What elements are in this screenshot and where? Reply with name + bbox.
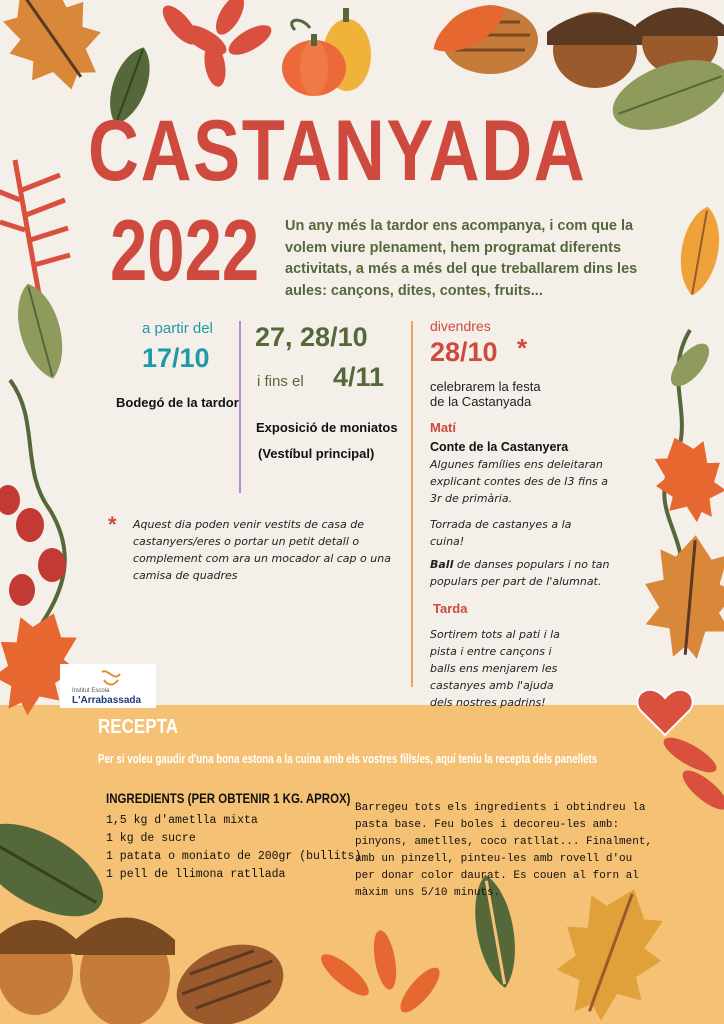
pumpkin-icon xyxy=(282,8,371,96)
acorn-icon xyxy=(547,12,643,88)
intro-paragraph: Un any més la tardor ens acompanya, i com que la volem viure plenament, hem programat diferents activitats, a més a més del que treballarem dins les aules: cançons, dites, contes, fruits... xyxy=(285,218,638,299)
oak-leaf-icon xyxy=(643,426,724,531)
dance-rest: de danses populars i no tan populars per part de l'alumnat. xyxy=(430,558,610,588)
event2-activity: Exposició de moniatos xyxy=(256,420,398,435)
oak-leaf-icon xyxy=(0,0,121,107)
oak-leaf-icon xyxy=(8,279,72,384)
list-item: 1 patata o moniato de 200gr (bullits) xyxy=(106,850,362,863)
ingredients-title: INGREDIENTS (PER OBTENIR 1 KG. APROX) xyxy=(106,790,351,806)
column-divider xyxy=(411,321,413,687)
fern-leaf-icon xyxy=(659,731,724,815)
leaf-icon xyxy=(664,337,716,392)
list-item: 1 pell de llimona ratllada xyxy=(106,868,286,881)
pine-cone-icon xyxy=(165,930,294,1024)
recipe-method: Barregeu tots els ingredients i obtindreu la pasta base. Feu boles i decoreu-les amb: pinyons, ametlles, coco ratllat... Finalment, amb un pinzell, pinteu-les amb rovell d'ou per donar color daurat. Es couen al forn al màxim uns 5/10 minuts. xyxy=(355,802,653,899)
event3-date: 28/10 xyxy=(430,337,498,367)
costume-note: Aquest dia poden venir vestits de casa de castanyers/eres o portar un petit detall o complement com ara un mocador al cap o una camisa de quadres xyxy=(133,518,391,582)
story-text: Algunes famílies ens deleitaran explicant contes des de I3 fins a 3r de primària. xyxy=(430,458,609,505)
recipe-heading: RECEPTA xyxy=(98,716,178,738)
logo-swirl-icon xyxy=(98,668,122,688)
asterisk-icon: * xyxy=(108,512,117,537)
list-item: 1 kg de sucre xyxy=(106,832,196,845)
event1-date: 17/10 xyxy=(142,343,210,373)
event3-line1: celebrarem la festa xyxy=(430,379,541,394)
afternoon-heading: Tarda xyxy=(433,601,468,616)
page-year: 2022 xyxy=(110,203,260,299)
event3-label: divendres xyxy=(430,318,491,334)
morning-heading: Matí xyxy=(430,420,456,435)
berry-icon xyxy=(0,485,66,606)
leaf-icon xyxy=(0,805,118,936)
event2-until-date: 4/11 xyxy=(333,362,385,392)
roasting-text: Torrada de castanyes a la cuina! xyxy=(430,518,572,548)
event2-location: (Vestíbul principal) xyxy=(258,446,375,461)
event2-dates: 27, 28/10 xyxy=(255,322,368,352)
page-title: CASTANYADA xyxy=(88,103,587,199)
event2-until-label: i fins el xyxy=(257,373,304,390)
event1-label: a partir del xyxy=(142,320,213,337)
logo-line2: L'Arrabassada xyxy=(72,695,142,706)
afternoon-text: Sortirem tots al pati i la pista i entre cançons i balls ens menjarem les castanyes amb l'ajuda dels nostres padrins! xyxy=(430,628,560,709)
dance-bold: Ball xyxy=(430,558,454,571)
ingredients-list xyxy=(106,812,361,884)
event1-activity: Bodegó de la tardor xyxy=(116,395,239,410)
event3-line2: de la Castanyada xyxy=(430,394,532,409)
story-title: Conte de la Castanyera xyxy=(430,440,569,454)
logo-line1: Institut Escola xyxy=(72,688,110,694)
recipe-intro: Per si voleu gaudir d'una bona estona a la cuina amb els vostres fills/es, aquí teniu la recepta dels panellets xyxy=(98,752,598,766)
fern-leaf-icon xyxy=(157,0,276,88)
acorn-icon xyxy=(0,920,77,1015)
list-item: 1,5 kg d'ametlla mixta xyxy=(106,814,258,827)
leaf-icon xyxy=(674,204,724,299)
fern-leaf-icon xyxy=(0,160,70,300)
oak-leaf-icon xyxy=(639,531,724,662)
heart-leaf-icon xyxy=(637,690,692,735)
asterisk-icon: * xyxy=(517,333,528,363)
column-divider xyxy=(239,321,241,493)
dance-text xyxy=(430,556,625,590)
fern-leaf-icon xyxy=(316,929,446,1018)
acorn-icon xyxy=(75,918,175,1024)
